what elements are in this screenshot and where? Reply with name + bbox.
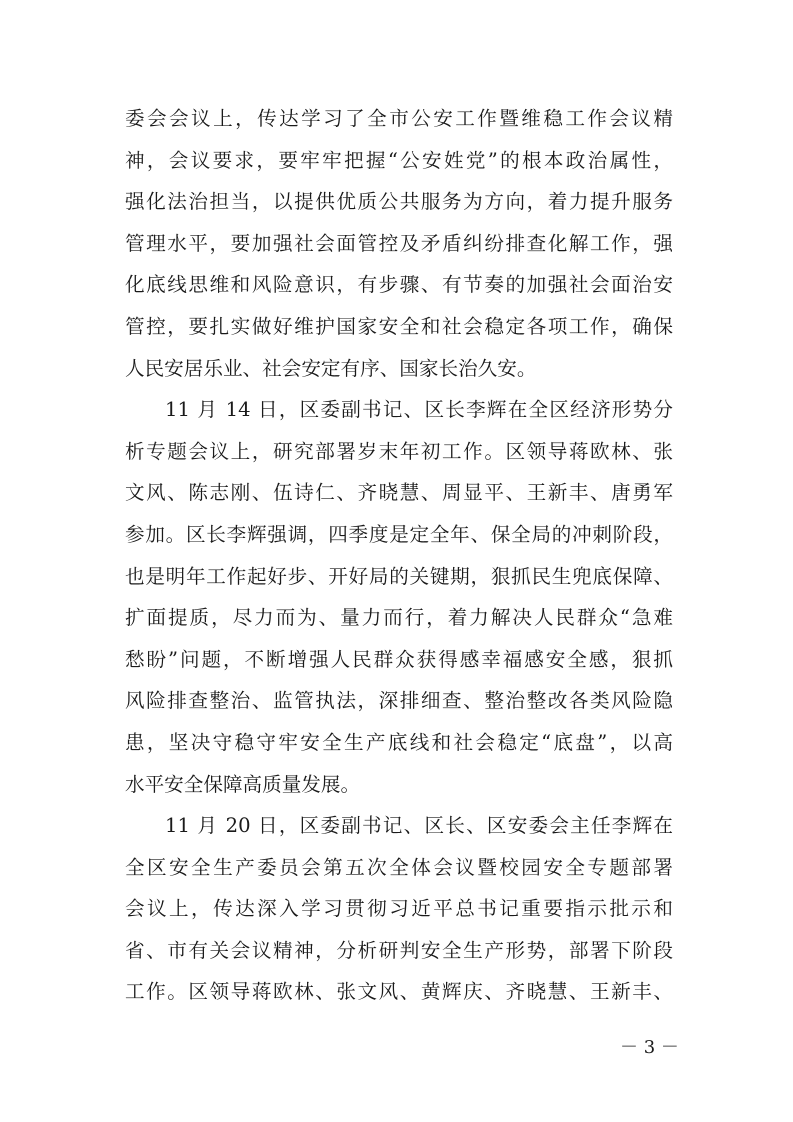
- body-text: [125, 98, 673, 1013]
- text-line: 风险排查整治、监管执法，深排细查、整治整改各类风险隐: [125, 689, 673, 713]
- text-line: 强化法治担当，以提供优质公共服务为方向，着力提升服务: [125, 190, 673, 214]
- text-line: 析专题会议上，研究部署岁末年初工作。区领导蒋欧林、张: [125, 439, 673, 463]
- text-line: 会议上，传达深入学习贯彻习近平总书记重要指示批示和: [125, 897, 673, 921]
- paragraph: [125, 389, 673, 805]
- text-line: 人民安居乐业、社会安定有序、国家长治久安。: [125, 356, 537, 380]
- text-line: 管理水平，要加强社会面管控及矛盾纠纷排查化解工作，强: [125, 231, 673, 255]
- text-line: 参加。区长李辉强调，四季度是定全年、保全局的冲刺阶段，: [125, 522, 673, 546]
- page-number: － 3 －: [620, 1037, 679, 1058]
- text-line: 委会会议上，传达学习了全市公安工作暨维稳工作会议精: [125, 107, 673, 130]
- text-line: 文风、陈志刚、伍诗仁、齐晓慧、周显平、王新丰、唐勇军: [125, 481, 673, 505]
- text-line: 患，坚决守稳守牢安全生产底线和社会稳定“底盘”，以高: [125, 730, 673, 754]
- text-line: 也是明年工作起好步、开好局的关键期，狠抓民生兜底保障、: [125, 564, 673, 588]
- text-line: 愁盼”问题，不断增强人民群众获得感幸福感安全感，狠抓: [125, 647, 673, 671]
- paragraph: [125, 98, 673, 389]
- text-line: 扩面提质，尽力而为、量力而行，着力解决人民群众“急难: [125, 606, 673, 630]
- paragraph: [125, 805, 673, 1013]
- text-line: 水平安全保障高质量发展。: [125, 772, 361, 796]
- text-line: 11 月 20 日，区委副书记、区长、区安委会主任李辉在: [165, 814, 673, 838]
- text-line: 化底线思维和风险意识，有步骤、有节奏的加强社会面治安: [125, 273, 673, 297]
- text-line: 省、市有关会议精神，分析研判安全生产形势，部署下阶段: [125, 938, 673, 962]
- text-line: 全区安全生产委员会第五次全体会议暨校园安全专题部署: [125, 855, 673, 879]
- text-line: 神，会议要求，要牢牢把握“公安姓党”的根本政治属性，: [125, 148, 673, 172]
- text-line: 工作。区领导蒋欧林、张文风、黄辉庆、齐晓慧、王新丰、: [125, 980, 673, 1004]
- text-line: 11 月 14 日，区委副书记、区长李辉在全区经济形势分: [165, 398, 673, 422]
- text-line: 管控，要扎实做好维护国家安全和社会稳定各项工作，确保: [125, 314, 673, 338]
